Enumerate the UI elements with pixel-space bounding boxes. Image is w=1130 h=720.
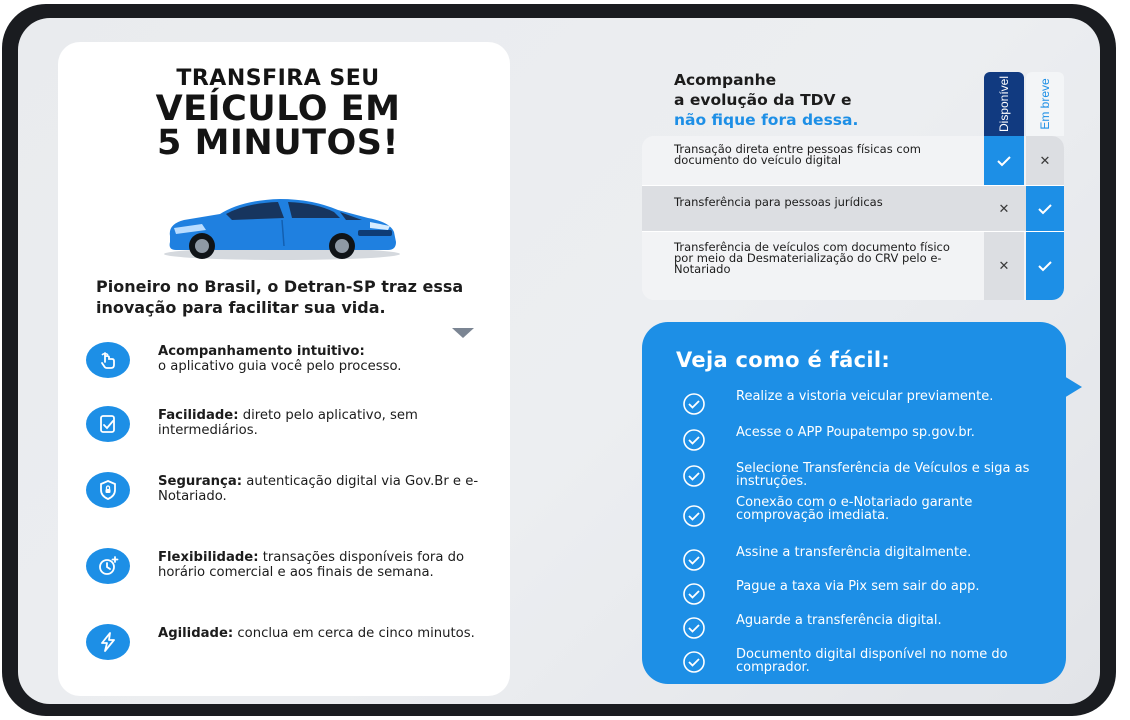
feature-text [158,408,498,438]
step-text: Documento digital disponível no nome do comprador. [736,647,1008,675]
headline-line-3: 5 MINUTOS! [157,123,399,163]
feature-desc: transações disponíveis fora do horário comercial e aos finais de semana. [158,550,465,580]
step-text: Selecione Transferência de Veículos e siga as instruções. [736,461,1030,489]
feature-item [86,548,496,598]
car-illustration [162,196,402,262]
table-row [642,136,1064,186]
headline-line-2: VEÍCULO EM [155,89,401,129]
speech-notch [1064,376,1082,398]
screen [18,18,1100,704]
x-icon: ✕ [984,232,1024,300]
step-text: Realize a vistoria veicular previamente. [736,389,994,404]
step-text: Pague a taxa via Pix sem sair do app. [736,579,980,594]
x-icon: ✕ [984,186,1024,232]
table-row [642,232,1064,300]
check-circle-icon [682,464,706,488]
feature-text [158,550,498,580]
headline-line-1: TRANSFIRA SEU [176,66,380,91]
table-row [642,186,1064,232]
row-label: Transação direta entre pessoas físicas com documento do veículo digital [674,142,921,167]
check-circle-icon [682,582,706,606]
feature-text [158,344,498,374]
promo-card [58,42,510,696]
feature-title: Flexibilidade: [158,550,259,565]
tracker-title-accent: não fique fora dessa. [674,111,859,129]
document-check-icon [86,406,130,442]
feature-item [86,406,496,456]
check-icon [1026,186,1064,232]
feature-text [158,474,498,504]
check-circle-icon [682,504,706,528]
feature-title: Acompanhamento intuitivo: [158,344,365,359]
feature-title: Segurança: [158,474,243,489]
clock-plus-icon [86,548,130,584]
row-label: Transferência de veículos com documento físico por meio da Desmaterialização do CRV pelo e-Notariado [674,240,950,276]
check-circle-icon [682,616,706,640]
check-circle-icon [682,650,706,674]
headline [58,66,498,163]
feature-title: Facilidade: [158,408,239,423]
check-icon [1026,232,1064,300]
step-text: Aguarde a transferência digital. [736,613,942,628]
x-icon: ✕ [1026,136,1064,186]
check-circle-icon [682,428,706,452]
status-table [642,136,1064,300]
steps-card [642,322,1066,684]
tracker-title-line-2: a evolução da TDV e [674,91,852,109]
check-icon [984,136,1024,186]
check-circle-icon [682,392,706,416]
device-frame [2,4,1116,716]
feature-desc: autenticação digital via Gov.Br e e-Notariado. [158,474,479,504]
column-header-soon-label: Em breve [1038,78,1052,130]
hand-tap-icon [86,342,130,378]
feature-text [158,626,498,641]
intro-text: Pioneiro no Brasil, o Detran-SP traz essa inovação para facilitar sua vida. [96,277,464,317]
steps-title: Veja como é fácil: [676,348,891,372]
row-label: Transferência para pessoas jurídicas [674,195,883,209]
column-header-soon [1026,72,1064,136]
column-header-available [984,72,1024,136]
feature-desc: direto pelo aplicativo, sem intermediários. [158,408,418,438]
feature-title: Agilidade: [158,626,234,641]
lightning-icon [86,624,130,660]
check-circle-icon [682,548,706,572]
feature-desc: o aplicativo guia você pelo processo. [158,359,402,374]
tracker-title [674,70,974,130]
step-text: Acesse o APP Poupatempo sp.gov.br. [736,425,975,440]
tracker-title-line-1: Acompanhe [674,71,777,89]
feature-item [86,472,496,522]
step-text: Assine a transferência digitalmente. [736,545,972,560]
column-header-available-label: Disponível [997,75,1011,133]
step-text: Conexão com o e-Notariado garante comprovação imediata. [736,495,973,523]
shield-lock-icon [86,472,130,508]
feature-desc: conclua em cerca de cinco minutos. [233,626,475,641]
chevron-down-icon [452,328,474,338]
feature-item [86,342,496,392]
feature-item [86,624,496,674]
